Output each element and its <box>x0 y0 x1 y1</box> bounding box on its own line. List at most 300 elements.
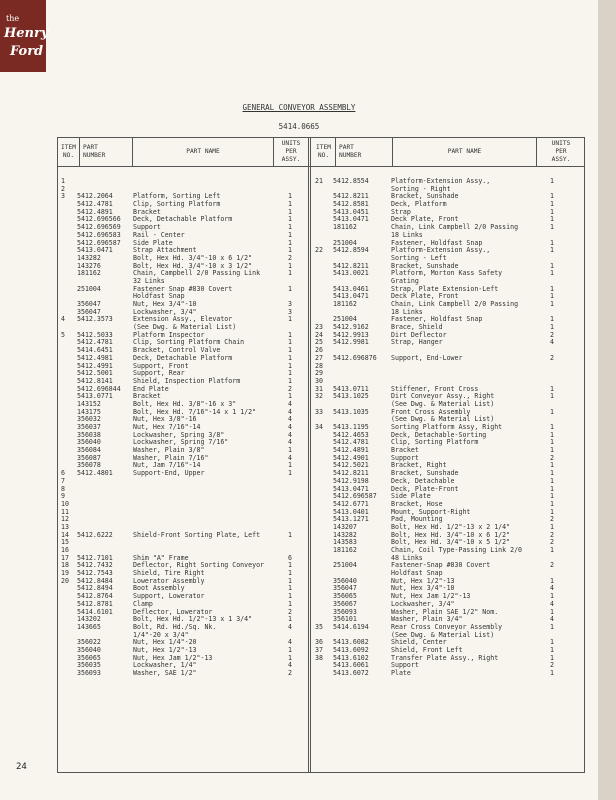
units-per-assy: 1 <box>288 284 292 293</box>
units-per-assy: 1 <box>288 269 292 278</box>
part-name: Lockwasher, 1/4" <box>133 661 197 670</box>
part-number: 356040 <box>77 438 101 447</box>
part-name: Holdfast Snap <box>133 292 185 301</box>
table-row <box>315 363 583 371</box>
part-number: 5413.6072 <box>333 669 369 677</box>
item-number: 9 <box>61 492 65 501</box>
units-per-assy: 1 <box>288 238 292 247</box>
units-per-assy: 2 <box>288 384 292 393</box>
units-per-assy: 2 <box>550 661 554 670</box>
header-text: PER <box>285 148 297 155</box>
units-per-assy: 1 <box>288 446 292 455</box>
units-per-assy: 2 <box>550 561 554 570</box>
part-name: Bracket <box>391 446 419 455</box>
part-name: Nut, Hex 3/4"-10 <box>133 300 197 308</box>
units-per-assy: 1 <box>550 507 554 516</box>
part-name: Mount, Support-Right <box>391 507 471 516</box>
table-row <box>61 478 307 486</box>
part-number: 356022 <box>77 638 101 647</box>
part-name: Washer, Plain 3/4" <box>391 615 463 624</box>
part-number: 5412.8141 <box>77 376 113 385</box>
item-number: 20 <box>61 576 69 585</box>
part-name: Clip, Sorting Platform <box>133 200 221 209</box>
part-name: Strap, Hanger <box>391 338 443 347</box>
part-name: Front Cross Assembly <box>391 407 471 416</box>
part-number: 5412.4981 <box>77 353 113 362</box>
header-text: PART <box>83 144 98 151</box>
part-name: Clip, Sorting Platform <box>391 438 479 447</box>
part-name: Lockwasher, Spring 7/16" <box>133 438 229 447</box>
part-name: Shim "A" Frame <box>133 553 189 562</box>
part-number: 5413.0021 <box>333 269 369 278</box>
units-per-assy: 1 <box>288 223 292 232</box>
units-per-assy: 1 <box>288 576 292 585</box>
part-name: (See Dwg. & Material List) <box>133 323 237 332</box>
part-name: Chain, Campbell 2/0 Passing Link <box>133 269 261 278</box>
units-per-assy: 1 <box>288 569 292 578</box>
part-number: 5412.696587 <box>77 238 121 247</box>
part-name: Deck, Detachable Platform <box>133 215 233 224</box>
part-number: 5412.696876 <box>333 353 377 362</box>
item-number: 2 <box>61 184 65 193</box>
part-number: 5412.4991 <box>77 361 113 370</box>
units-per-assy: 1 <box>550 607 554 616</box>
part-name: Support-End, Upper <box>133 469 205 478</box>
part-number: 251004 <box>333 561 357 570</box>
units-per-assy: 4 <box>288 622 292 631</box>
units-per-assy: 1 <box>288 530 292 539</box>
part-number: 5413.0771 <box>77 392 113 401</box>
units-per-assy: 4 <box>550 599 554 608</box>
units-per-assy: 1 <box>550 546 554 554</box>
part-number: 5412.4653 <box>333 430 369 439</box>
page-edge <box>598 0 616 800</box>
units-per-assy: 4 <box>288 415 292 424</box>
units-per-assy: 3 <box>288 307 292 316</box>
item-number: 31 <box>315 384 323 393</box>
part-number: 5412.696583 <box>77 230 121 239</box>
part-number: 5412.4801 <box>77 469 113 478</box>
item-number: 8 <box>61 484 65 493</box>
units-per-assy: 1 <box>288 369 292 378</box>
units-per-assy: 1 <box>550 492 554 501</box>
part-name: Shield, Center <box>391 638 447 647</box>
part-number: 5412.2064 <box>77 192 113 201</box>
part-name: Rail - Center <box>133 230 185 239</box>
part-name: Bracket, Sunshade <box>391 469 459 478</box>
header-text: ITEM <box>61 144 76 151</box>
part-number: 5412.696569 <box>77 223 121 232</box>
part-name: Nut, Hex 1/2"-13 <box>133 645 197 654</box>
item-number: 4 <box>61 315 65 324</box>
part-number: 5414.6451 <box>77 346 113 355</box>
units-per-assy: 1 <box>550 200 554 209</box>
left-column <box>61 178 307 678</box>
item-number: 18 <box>61 561 69 570</box>
header-part-right <box>336 144 395 160</box>
item-number: 36 <box>315 638 323 647</box>
part-name: (See Dwg. & Material List) <box>391 399 495 408</box>
units-per-assy: 1 <box>550 215 554 224</box>
part-number: 5412.4781 <box>77 338 113 347</box>
item-number: 32 <box>315 392 323 401</box>
part-number: 356047 <box>77 307 101 316</box>
part-name: Platform Inspector <box>133 330 205 339</box>
part-number: 5414.6101 <box>77 607 113 616</box>
part-name: Platform-Extension Assy., <box>391 177 491 185</box>
part-name: End Plate <box>133 384 169 393</box>
item-number: 29 <box>315 369 323 378</box>
units-per-assy: 4 <box>288 638 292 647</box>
item-number: 23 <box>315 323 323 332</box>
table-row <box>61 670 307 678</box>
units-per-assy: 1 <box>288 353 292 362</box>
part-name: Shield, Tire Right <box>133 569 205 578</box>
table-row <box>315 247 583 255</box>
header-text: ASSY. <box>551 156 571 163</box>
units-per-assy: 1 <box>288 615 292 624</box>
units-per-assy: 1 <box>550 238 554 247</box>
part-number: 5413.1195 <box>333 423 369 431</box>
part-number: 5412.5033 <box>77 330 113 339</box>
units-per-assy: 1 <box>550 407 554 416</box>
units-per-assy: 4 <box>288 430 292 439</box>
part-name: Deck Plate, Front <box>391 292 459 301</box>
units-per-assy: 1 <box>550 446 554 455</box>
part-number: 143282 <box>333 530 357 539</box>
units-per-assy: 1 <box>550 476 554 485</box>
header-text: PER <box>555 148 567 155</box>
item-number: 16 <box>61 546 69 554</box>
part-name: Washer, Plain SAE 1/2" Nom. <box>391 607 499 616</box>
units-per-assy: 1 <box>288 361 292 370</box>
item-number: 38 <box>315 653 323 662</box>
units-per-assy: 1 <box>288 592 292 601</box>
units-per-assy: 1 <box>288 584 292 593</box>
units-per-assy: 1 <box>550 284 554 293</box>
header-text: NO. <box>317 152 330 159</box>
part-name: Bracket, Sunshade <box>391 261 459 270</box>
units-per-assy: 1 <box>550 469 554 478</box>
table-row <box>61 532 307 540</box>
header-text: UNITS <box>551 140 571 147</box>
table-row <box>315 339 583 347</box>
item-number: 15 <box>61 538 69 547</box>
units-per-assy: 1 <box>550 315 554 324</box>
part-number: 5412.8211 <box>333 192 369 201</box>
units-per-assy: 1 <box>288 215 292 224</box>
units-per-assy: 1 <box>550 384 554 393</box>
units-per-assy: 1 <box>288 376 292 385</box>
part-number: 356067 <box>333 599 357 608</box>
header-text: UNITS <box>281 140 301 147</box>
table-row <box>61 539 307 547</box>
units-per-assy: 1 <box>550 292 554 301</box>
part-name: Deflector, Right Sorting Conveyor <box>133 561 265 570</box>
table-row <box>315 670 583 678</box>
part-number: 5413.6082 <box>333 638 369 647</box>
part-number: 5413.0471 <box>333 484 369 493</box>
part-number: 5413.1271 <box>333 515 369 524</box>
part-number: 5413.0451 <box>333 207 369 216</box>
item-number: 21 <box>315 177 323 185</box>
item-number: 14 <box>61 530 69 539</box>
logo-line-henry: Henry <box>4 26 49 41</box>
header-item-left <box>58 144 79 160</box>
part-name: Support, Front <box>133 361 189 370</box>
part-name: Deck, Detachable <box>391 476 455 485</box>
item-number: 35 <box>315 622 323 631</box>
part-number: 5413.0461 <box>333 284 369 293</box>
item-number: 22 <box>315 246 323 255</box>
part-number: 5414.6194 <box>333 622 369 631</box>
units-per-assy: 2 <box>550 353 554 362</box>
units-per-assy: 1 <box>288 192 292 201</box>
part-number: 5412.8554 <box>333 177 369 185</box>
units-per-assy: 1 <box>550 438 554 447</box>
part-number: 5412.5021 <box>333 461 369 470</box>
part-number: 5412.8211 <box>333 261 369 270</box>
part-name: Deck, Platform <box>391 200 447 209</box>
part-number: 143282 <box>77 253 101 262</box>
units-per-assy: 1 <box>550 177 554 185</box>
part-name: Bracket, Control Valve <box>133 346 221 355</box>
units-per-assy: 1 <box>288 392 292 401</box>
part-name: Platform, Morton Kass Safety <box>391 269 503 278</box>
units-per-assy: 1 <box>288 207 292 216</box>
item-number: 10 <box>61 499 69 508</box>
part-number: 143202 <box>77 615 101 624</box>
part-number: 251004 <box>333 315 357 324</box>
part-number: 356078 <box>77 461 101 470</box>
units-per-assy: 2 <box>550 330 554 339</box>
table-row <box>61 501 307 509</box>
units-per-assy: 1 <box>288 645 292 654</box>
part-number: 356037 <box>77 423 101 431</box>
table-row <box>61 486 307 494</box>
part-name: Boot Assembly <box>133 584 185 593</box>
units-per-assy: 4 <box>288 407 292 416</box>
part-name: (See Dwg. & Material List) <box>391 415 495 424</box>
part-name: Support <box>391 661 419 670</box>
units-per-assy: 1 <box>288 246 292 255</box>
units-per-assy: 1 <box>288 346 292 355</box>
part-name: Fastener Snap #830 Covert <box>133 284 233 293</box>
part-number: 356084 <box>77 446 101 455</box>
units-per-assy: 1 <box>550 423 554 431</box>
header-part-left <box>80 144 135 160</box>
part-name: Clip, Sorting Platform Chain <box>133 338 245 347</box>
part-name: 1/4"-20 x 3/4" <box>133 630 189 639</box>
part-number: 143276 <box>77 261 101 270</box>
part-name: Bolt, Hex Hd. 3/4"-10 x 5 1/2" <box>391 538 511 547</box>
units-per-assy: 1 <box>550 645 554 654</box>
part-number: 5412.9198 <box>333 476 369 485</box>
part-name: Support <box>133 223 161 232</box>
units-per-assy: 1 <box>550 430 554 439</box>
header-item-right <box>312 144 335 160</box>
header-units-left <box>274 140 308 164</box>
part-number: 5413.1025 <box>333 392 369 401</box>
part-name: Deck, Plate-Front <box>391 484 459 493</box>
part-number: 5413.6102 <box>333 653 369 662</box>
part-number: 181162 <box>77 269 101 278</box>
drawing-number: 5414.0665 <box>278 122 320 131</box>
part-number: 181162 <box>333 546 357 554</box>
part-name: Deck Plate, Front <box>391 215 459 224</box>
units-per-assy: 1 <box>288 338 292 347</box>
part-name: Nut, Jam 7/16"-14 <box>133 461 201 470</box>
units-per-assy: 1 <box>550 669 554 677</box>
header-text: NUMBER <box>83 152 106 159</box>
units-per-assy: 4 <box>288 453 292 462</box>
units-per-assy: 1 <box>550 392 554 401</box>
units-per-assy: 1 <box>288 315 292 324</box>
part-name: Nut, Hex Jam 1/2"-13 <box>133 653 213 662</box>
table-row <box>61 493 307 501</box>
item-number: 33 <box>315 407 323 416</box>
units-per-assy: 1 <box>550 484 554 493</box>
part-name: Bolt, Hex Hd. 3/4"-10 x 3 1/2" <box>133 261 253 270</box>
part-number: 5412.8494 <box>77 584 113 593</box>
header-divider <box>58 166 584 167</box>
part-number: 5413.0401 <box>333 507 369 516</box>
units-per-assy: 1 <box>550 261 554 270</box>
units-per-assy: 1 <box>550 592 554 601</box>
units-per-assy: 1 <box>550 207 554 216</box>
part-name: 18 Links <box>391 230 423 239</box>
part-name: Bolt, Hex Hd. 3/4"-10 x 6 1/2" <box>133 253 253 262</box>
part-name: Bolt, Hex Hd. 3/8"-16 x 3" <box>133 399 237 408</box>
part-name: Pad, Mounting <box>391 515 443 524</box>
part-name: Stiffener, Front Cross <box>391 384 479 393</box>
units-per-assy: 1 <box>288 653 292 662</box>
units-per-assy: 1 <box>288 200 292 209</box>
part-number: 5412.696844 <box>77 384 121 393</box>
part-number: 143207 <box>333 522 357 531</box>
part-number: 356101 <box>333 615 357 624</box>
part-name: Support <box>391 453 419 462</box>
units-per-assy: 1 <box>550 576 554 585</box>
part-name: Deck, Detachable Platform <box>133 353 233 362</box>
logo-line-ford: Ford <box>10 44 44 59</box>
part-name: Dirt Deflector <box>391 330 447 339</box>
part-number: 356093 <box>333 607 357 616</box>
units-per-assy: 1 <box>550 300 554 308</box>
units-per-assy: 1 <box>288 599 292 608</box>
units-per-assy: 4 <box>550 338 554 347</box>
part-number: 356038 <box>77 430 101 439</box>
units-per-assy: 1 <box>288 469 292 478</box>
units-per-assy: 4 <box>550 584 554 593</box>
part-number: 5412.7101 <box>77 553 113 562</box>
part-name: Platform-Extension Assy., <box>391 246 491 255</box>
part-number: 5412.696587 <box>333 492 377 501</box>
units-per-assy: 4 <box>550 615 554 624</box>
item-number: 3 <box>61 192 65 201</box>
part-name: Nut, Hex Jam 1/2"-13 <box>391 592 471 601</box>
part-name: Nut, Hex 1/2"-13 <box>391 576 455 585</box>
part-number: 5412.8764 <box>77 592 113 601</box>
header-text: NUMBER <box>339 152 362 159</box>
part-name: Bracket, Hose <box>391 499 443 508</box>
header-name-right: PART NAME <box>447 148 482 155</box>
part-name: Washer, SAE 1/2" <box>133 669 197 677</box>
part-name: 32 Links <box>133 276 165 285</box>
part-number: 356065 <box>333 592 357 601</box>
part-number: 5412.7543 <box>77 569 113 578</box>
part-number: 251004 <box>77 284 101 293</box>
units-per-assy: 1 <box>288 330 292 339</box>
part-number: 356065 <box>77 653 101 662</box>
page-title: GENERAL CONVEYOR ASSEMBLY <box>242 103 356 112</box>
part-name: Bolt, Hex Hd. 3/4"-10 x 6 1/2" <box>391 530 511 539</box>
part-number: 143152 <box>77 399 101 408</box>
part-name: (See Dwg. & Material List) <box>391 630 495 639</box>
units-per-assy: 1 <box>550 246 554 255</box>
part-name: Support, Rear <box>133 369 185 378</box>
part-name: Fastener-Snap #830 Covert <box>391 561 491 570</box>
part-name: Nut, Hex 3/8"-16 <box>133 415 197 424</box>
item-number: 27 <box>315 353 323 362</box>
part-number: 5412.4891 <box>77 207 113 216</box>
units-per-assy: 4 <box>288 399 292 408</box>
part-name: Nut, Hex 7/16"-14 <box>133 423 201 431</box>
part-number: 5412.8594 <box>333 246 369 255</box>
item-number: 13 <box>61 522 69 531</box>
part-number: 356047 <box>77 300 101 308</box>
units-per-assy: 1 <box>288 230 292 239</box>
part-number: 251004 <box>333 238 357 247</box>
part-name: Bolt, Hex Hd. 1/2"-13 x 1 3/4" <box>133 615 253 624</box>
table-row <box>315 370 583 378</box>
header-text: ITEM <box>316 144 331 151</box>
item-number: 26 <box>315 346 323 355</box>
part-name: Bracket, Sunshade <box>391 192 459 201</box>
part-name: Transfer Plate Assy., Right <box>391 653 499 662</box>
item-number: 24 <box>315 330 323 339</box>
part-name: Fastener, Holdfast Snap <box>391 238 483 247</box>
part-name: Holdfast Snap <box>391 569 443 578</box>
units-per-assy: 1 <box>550 323 554 332</box>
part-name: Bolt, Hex Hd. 1/2"-13 x 2 1/4" <box>391 522 511 531</box>
item-number: 34 <box>315 423 323 431</box>
table-row <box>315 224 583 232</box>
part-number: 5412.8581 <box>333 200 369 209</box>
units-per-assy: 2 <box>550 530 554 539</box>
units-per-assy: 1 <box>550 522 554 531</box>
part-number: 5412.4781 <box>77 200 113 209</box>
part-number: 5413.0471 <box>333 292 369 301</box>
part-name: Extension Assy., Elevator <box>133 315 233 324</box>
part-number: 356087 <box>77 453 101 462</box>
part-name: Sorting Platform Assy, Right <box>391 423 503 431</box>
part-name: Chain, Coil Type-Passing Link 2/0 <box>391 546 523 554</box>
part-number: 181162 <box>333 300 357 308</box>
item-number: 5 <box>61 330 65 339</box>
part-name: Lockwasher, Spring 3/8" <box>133 430 225 439</box>
item-number: 37 <box>315 645 323 654</box>
right-column <box>315 178 583 678</box>
header-text: ASSY. <box>281 156 301 163</box>
parts-table <box>57 137 585 773</box>
part-number: 143583 <box>333 538 357 547</box>
units-per-assy: 3 <box>288 300 292 308</box>
units-per-assy: 1 <box>288 561 292 570</box>
part-number: 5412.4891 <box>333 446 369 455</box>
table-row <box>61 270 307 278</box>
part-name: Dirt Conveyor Assy., Right <box>391 392 495 401</box>
